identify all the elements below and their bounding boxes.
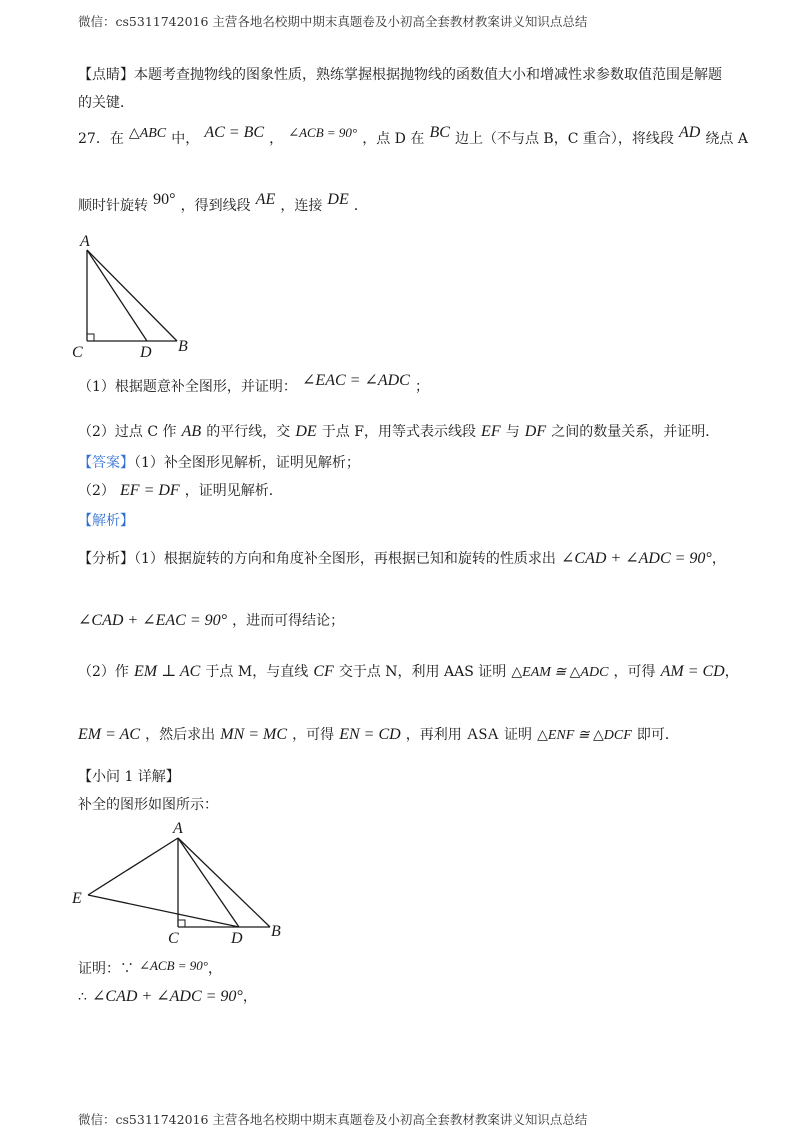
fenxi-line-3	[78, 661, 739, 683]
formula-am-eq-cd: AM = CD	[660, 663, 725, 680]
answer-text-2-post: ，证明见解析．	[184, 483, 283, 499]
fig1-label-d: D	[140, 344, 152, 361]
angle-90: 90°	[153, 191, 176, 208]
triangle-abc: △ABC	[128, 126, 167, 141]
formula-cad-adc-90: ∠CAD + ∠ADC = 90°	[92, 988, 243, 1005]
formula-acb-90: ∠ACB = 90°	[139, 958, 209, 973]
segment-de: DE	[327, 191, 349, 208]
fenxi-text-3d: ，可得	[613, 664, 656, 680]
comma: ，	[269, 131, 284, 147]
part-2-question	[78, 421, 719, 443]
dianjing-line-1: 【点睛】本题考查抛物线的图象性质，熟练掌握根据抛物线的函数值大小和增减性求参数取值范围是解题	[78, 67, 722, 83]
fig1-label-c: C	[72, 344, 83, 361]
formula-cad-eac: ∠CAD + ∠EAC = 90°	[78, 612, 228, 629]
answer-line-1	[78, 452, 360, 474]
formula-em-perp-ac: EM ⊥ AC	[134, 663, 201, 680]
comma: ，	[711, 551, 726, 567]
fig2-label-c: C	[168, 930, 179, 947]
text-bianshang: 边上（不与点 B，C 重合），将线段	[454, 131, 674, 147]
formula-eac-eq-adc: ∠EAC = ∠ADC	[302, 372, 410, 389]
text-dedao: ，得到线段	[180, 198, 251, 214]
fenxi-text-1: 【分析】（1）根据旋转的方向和角度补全图形，再根据已知和旋转的性质求出	[78, 551, 556, 567]
fenxi-text-4a: ，然后求出	[145, 727, 216, 743]
formula-cad-adc: ∠CAD + ∠ADC = 90°	[561, 550, 712, 567]
fenxi-text-4d: 证明	[504, 727, 532, 743]
answer-line-2	[78, 480, 283, 502]
xiaowen-1-line: 补全的图形如图所示：	[78, 797, 218, 813]
fenxi-line-4	[78, 724, 679, 746]
text-lianjie: ，连接	[280, 198, 323, 214]
segment-de-2: DE	[295, 423, 317, 440]
proof-text-1: 证明：∵	[78, 961, 134, 977]
part-1-question	[78, 372, 429, 398]
part-1-text: （1）根据题意补全图形，并证明：	[78, 379, 297, 395]
fenxi-text-2: ，进而可得结论；	[232, 613, 345, 629]
xiaowen-1-tag: 【小问 1 详解】	[78, 769, 180, 785]
jiexi-tag: 【解析】	[78, 513, 134, 529]
comma: ，	[208, 961, 223, 977]
part-2-text-3: 于点 F，用等式表示线段	[321, 424, 476, 440]
segment-ef: EF	[481, 423, 501, 440]
fenxi-line-1	[78, 548, 726, 570]
question-27-line-1	[78, 124, 748, 150]
fig2-label-a: A	[173, 820, 183, 837]
text-yu: 与	[505, 424, 520, 440]
formula-mn-eq-mc: MN = MC	[220, 726, 288, 743]
text-shun: 顺时针旋转	[78, 198, 148, 214]
fenxi-text-4-end: 即可．	[636, 727, 679, 743]
fenxi-text-3c: 交于点 N，利用 AAS 证明	[338, 664, 507, 680]
segment-ab: AB	[181, 423, 202, 440]
fig2-label-e: E	[72, 890, 82, 907]
formula-ac-eq-bc: AC = BC	[204, 124, 265, 141]
comma: ，	[242, 989, 257, 1005]
text-rao: 绕点 A	[705, 131, 748, 147]
proof-line-2	[78, 986, 257, 1008]
fenxi-line-2	[78, 610, 344, 632]
formula-angle-acb: ∠ACB = 90°	[288, 125, 358, 140]
therefore-symbol: ∴	[78, 989, 87, 1005]
segment-ad: AD	[678, 124, 701, 141]
question-27-line-2	[78, 191, 368, 217]
text-dian-d: ，点 D 在	[362, 131, 425, 147]
text-zhong: 中，	[171, 131, 200, 147]
fenxi-text-4b: ，可得	[292, 727, 335, 743]
fig2-label-b: B	[271, 923, 281, 940]
formula-enf-cong-dcf: △ENF ≅ △DCF	[537, 728, 632, 743]
part-2-text-4: 之间的数量关系，并证明．	[551, 424, 720, 440]
question-number: 27．在	[78, 131, 124, 147]
answer-text-2-pre: （2）	[78, 483, 115, 499]
answer-tag: 【答案】	[78, 455, 134, 471]
answer-text-1: （1）补全图形见解析，证明见解析；	[134, 455, 360, 471]
segment-cf: CF	[313, 663, 334, 680]
semicolon: ；	[414, 379, 429, 395]
proof-line-1	[78, 958, 222, 980]
asa: ASA	[466, 726, 499, 743]
segment-df: DF	[524, 423, 547, 440]
segment-ae: AE	[255, 191, 276, 208]
comma: ，	[724, 664, 739, 680]
fenxi-text-4c: ，再利用	[405, 727, 462, 743]
fig1-label-a: A	[80, 233, 90, 250]
formula-en-eq-cd: EN = CD	[339, 726, 401, 743]
fenxi-text-3b: 于点 M，与直线	[205, 664, 309, 680]
fig1-label-b: B	[178, 338, 188, 355]
formula-ef-eq-df: EF = DF	[120, 482, 180, 499]
part-2-text-1: （2）过点 C 作	[78, 424, 177, 440]
figure-triangle-abc	[60, 228, 210, 363]
page-header: 微信：cs5311742016 主营各地名校期中期末真题卷及小初高全套教材教案讲义知识点总结	[78, 14, 588, 29]
formula-eam-cong-adc: △EAM ≅ △ADC	[511, 665, 609, 680]
fenxi-text-3a: （2）作	[78, 664, 129, 680]
formula-em-eq-ac: EM = AC	[78, 726, 141, 743]
dianjing-line-2: 的关键．	[78, 95, 134, 111]
figure-completed	[60, 815, 300, 950]
period: ．	[353, 198, 368, 214]
fig2-label-d: D	[231, 930, 243, 947]
segment-bc: BC	[429, 124, 450, 141]
part-2-text-2: 的平行线，交	[206, 424, 291, 440]
page-footer: 微信：cs5311742016 主营各地名校期中期末真题卷及小初高全套教材教案讲义知识点总结	[78, 1112, 588, 1127]
